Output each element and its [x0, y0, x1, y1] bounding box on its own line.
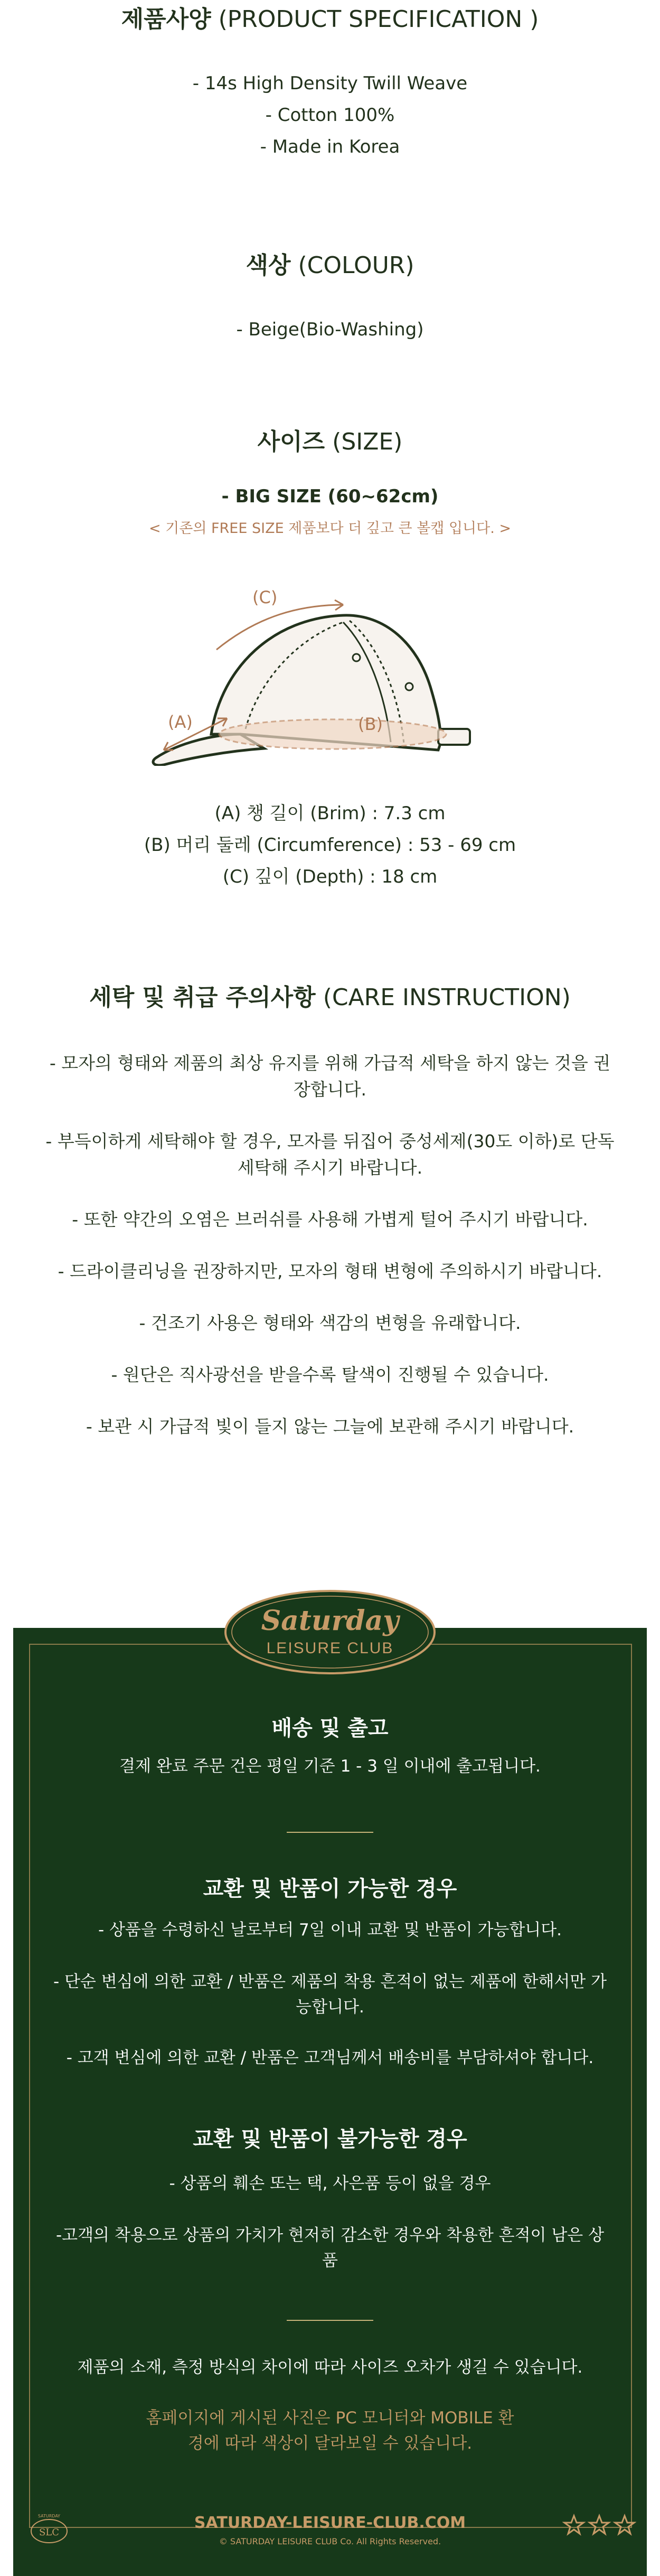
exchange-no-item: - 상품의 훼손 또는 택, 사은품 등이 없을 경우 — [169, 2174, 491, 2193]
label-c: (C) — [252, 587, 278, 607]
care-item: - 또한 약간의 오염은 브러쉬를 사용해 가볍게 털어 주시기 바랍니다. — [72, 1209, 588, 1230]
color-note: 홈페이지에 게시된 사진은 PC 모니터와 MOBILE 환경에 따라 색상이 달라보일 수 있습니다. — [146, 2409, 514, 2453]
size-title-ko: 사이즈 — [257, 428, 325, 455]
care-item: - 보관 시 가급적 빛이 들지 않는 그늘에 보관해 주시기 바랍니다. — [86, 1416, 574, 1437]
exchange-ok-item: - 단순 변심에 의한 교환 / 반품은 제품의 착용 흔적이 없는 제품에 한해서만 가능합니다. — [53, 1972, 607, 2017]
care-title-ko: 세탁 및 취급 주의사항 — [89, 984, 316, 1011]
exchange-no-title: 교환 및 반품이 불가능한 경우 — [193, 2127, 467, 2151]
badge-script: Saturday — [261, 1605, 399, 1637]
slc-logo-top: SATURDAY — [37, 2514, 61, 2518]
measurement-c: (C) 깊이 (Depth) : 18 cm — [222, 866, 438, 887]
brand-badge — [223, 1589, 437, 1675]
exchange-ok-item: - 상품을 수령하신 날로부터 7일 이내 교환 및 반품이 가능합니다. — [98, 1921, 562, 1940]
spec-line: - Made in Korea — [260, 136, 400, 157]
colour-title-ko: 색상 — [246, 252, 291, 279]
info-panel — [13, 1605, 647, 2576]
care-item: - 부득이하게 세탁해야 할 경우, 모자를 뒤집어 중성세제(30도 이하)로 단독 세탁해 주시기 바랍니다. — [45, 1131, 615, 1178]
exchange-ok-item: - 고객 변심에 의한 교환 / 반품은 고객님께서 배송비를 부담하셔야 합니다. — [66, 2048, 594, 2067]
size-title-en: (SIZE) — [332, 428, 403, 455]
care-title-en: (CARE INSTRUCTION) — [323, 984, 571, 1011]
colour-title — [0, 246, 660, 280]
circumference-band — [219, 719, 446, 749]
care-title — [0, 978, 660, 1012]
spec-title — [0, 0, 660, 34]
label-a: (A) — [168, 712, 193, 732]
size-error-note: 제품의 소재, 측정 방식의 차이에 따라 사이즈 오차가 생길 수 있습니다. — [77, 2358, 583, 2377]
spec-title-en: (PRODUCT SPECIFICATION ) — [218, 6, 539, 33]
shipping-text: 결제 완료 주문 건은 평일 기준 1 - 3 일 이내에 출고됩니다. — [119, 1757, 541, 1776]
slc-logo-text: SLC — [39, 2527, 60, 2538]
divider — [287, 2320, 373, 2321]
care-item: - 원단은 직사광선을 받을수록 탈색이 진행될 수 있습니다. — [111, 1364, 549, 1385]
shipping-title: 배송 및 출고 — [271, 1716, 389, 1740]
size-title — [0, 423, 660, 456]
site-url-link[interactable]: SATURDAY-LEISURE-CLUB.COM — [194, 2514, 466, 2532]
measurement-b: (B) 머리 둘레 (Circumference) : 53 - 69 cm — [144, 835, 516, 856]
exchange-ok-title: 교환 및 반품이 가능한 경우 — [203, 1877, 457, 1901]
copyright: © SATURDAY LEISURE CLUB Co. All Rights Reserved. — [219, 2536, 441, 2546]
hat-diagram — [143, 560, 517, 766]
spec-line: - 14s High Density Twill Weave — [192, 73, 468, 94]
big-size-label: - BIG SIZE (60~62cm) — [221, 486, 439, 507]
care-item: - 건조기 사용은 형태와 색감의 변형을 유래합니다. — [139, 1313, 521, 1333]
divider — [287, 1832, 373, 1833]
badge-text: LEISURE CLUB — [266, 1640, 394, 1657]
label-b: (B) — [358, 714, 383, 734]
spec-title-ko: 제품사양 — [121, 6, 211, 33]
colour-title-en: (COLOUR) — [298, 252, 414, 279]
care-item: - 모자의 형태와 제품의 최상 유지를 위해 가급적 세탁을 하지 않는 것을 권장합니다. — [49, 1053, 611, 1100]
colour-line: - Beige(Bio-Washing) — [236, 319, 424, 340]
size-note: < 기존의 FREE SIZE 제품보다 더 깊고 큰 볼캡 입니다. > — [148, 520, 512, 537]
exchange-no-item: -고객의 착용으로 상품의 가치가 현저히 감소한 경우와 착용한 흔적이 남은 상품 — [55, 2226, 605, 2270]
spec-line: - Cotton 100% — [265, 105, 395, 126]
measurement-a: (A) 챙 길이 (Brim) : 7.3 cm — [214, 803, 446, 824]
stars-icon — [562, 2513, 636, 2539]
care-item: - 드라이클리닝을 권장하지만, 모자의 형태 변형에 주의하시기 바랍니다. — [58, 1261, 602, 1281]
